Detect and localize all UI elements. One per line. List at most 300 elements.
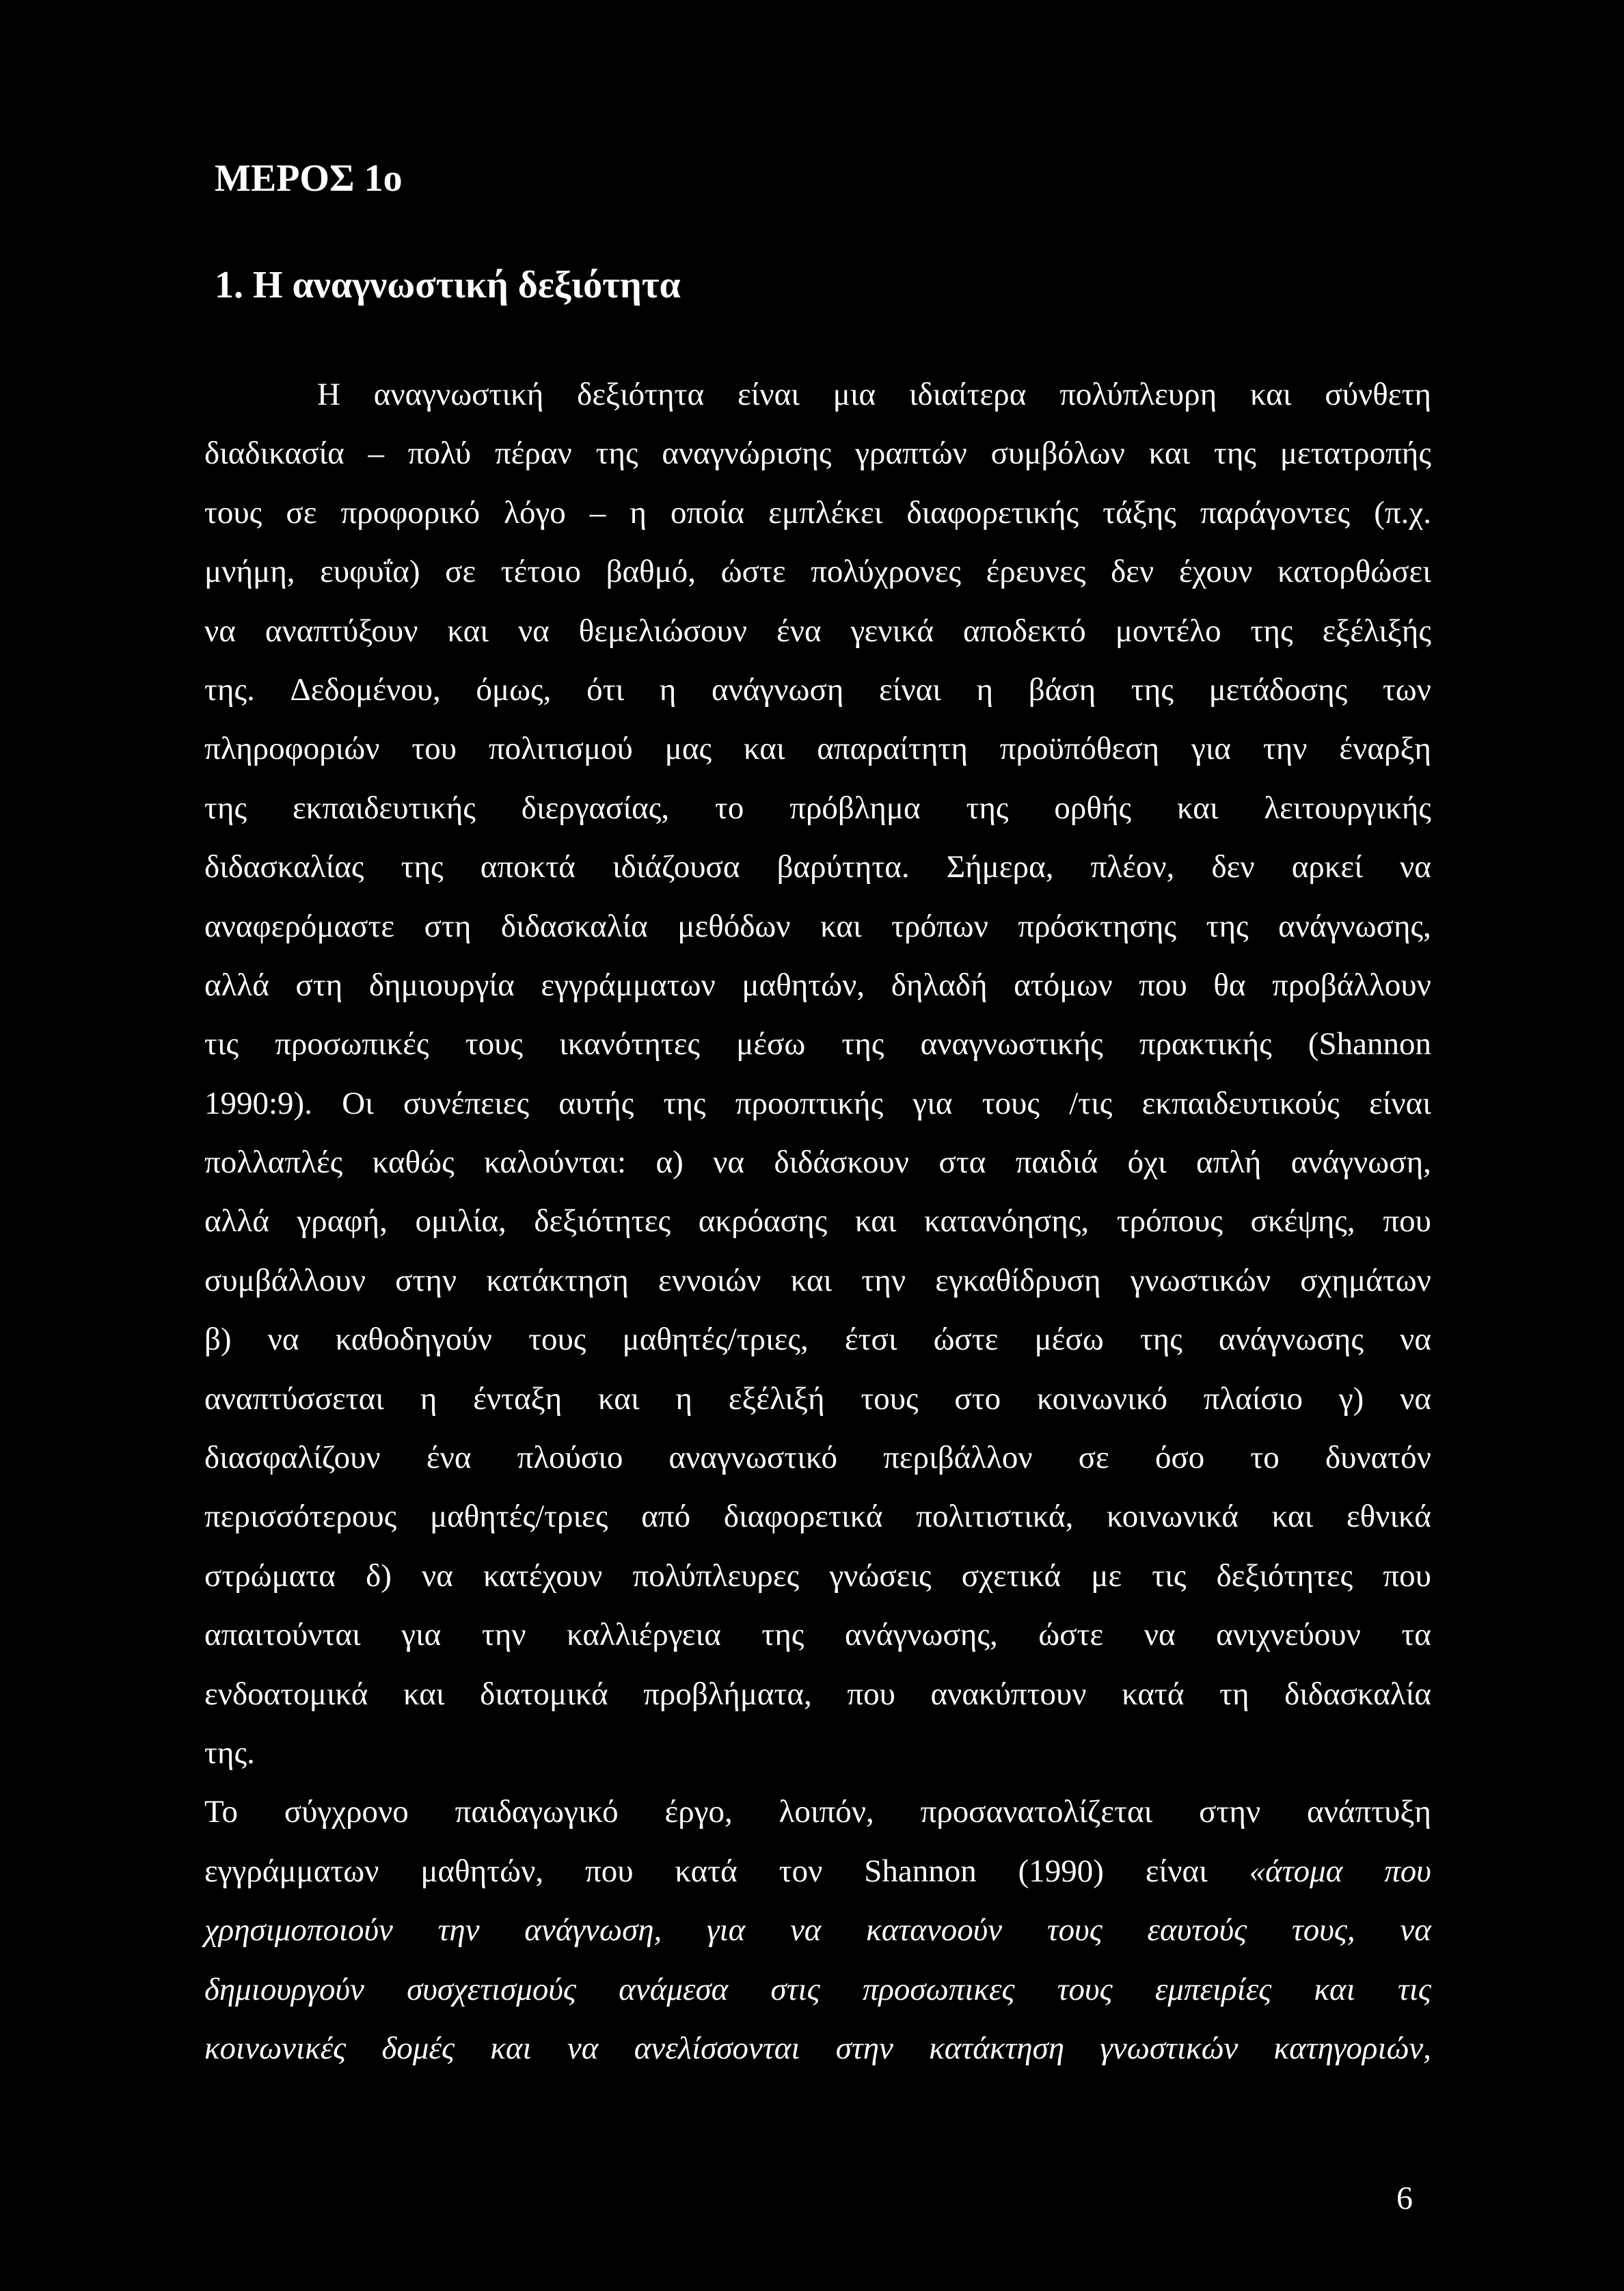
word: της xyxy=(1250,613,1293,649)
word: δημιουργούν xyxy=(204,1971,364,2007)
word: και xyxy=(597,1380,640,1417)
word: στρώματα xyxy=(204,1557,336,1594)
word: αναπτύξουν xyxy=(265,613,418,649)
word: το xyxy=(1250,1440,1280,1476)
word: 1990:9). xyxy=(204,1085,312,1121)
word: εκπαιδευτικής xyxy=(292,790,476,826)
word: τρόπων xyxy=(891,908,988,944)
word: της xyxy=(595,436,638,472)
word: η xyxy=(630,494,647,531)
word: γ) xyxy=(1338,1380,1364,1417)
word: σύνθετη xyxy=(1325,377,1431,412)
word: σε xyxy=(445,554,476,590)
word: κατορθώσει xyxy=(1277,554,1431,590)
word: παιδιά xyxy=(1015,1144,1098,1181)
word: σε xyxy=(286,494,317,531)
word: όσο xyxy=(1154,1440,1205,1476)
body-line xyxy=(204,1901,1431,1959)
word: παράγοντες xyxy=(1200,494,1351,531)
word: είναι xyxy=(1145,1853,1208,1889)
word: περιβάλλον xyxy=(883,1440,1033,1476)
word: έτσι xyxy=(844,1322,897,1358)
word: τους xyxy=(465,1026,523,1062)
word: τους xyxy=(528,1322,586,1358)
word: της. xyxy=(204,671,255,708)
word: διατομικά xyxy=(480,1676,608,1712)
word: περισσότερους xyxy=(204,1499,397,1535)
word: της xyxy=(401,849,444,885)
word: και xyxy=(790,1262,833,1298)
word: αρκεί xyxy=(1291,849,1363,885)
word: στην xyxy=(395,1262,457,1298)
word: στη xyxy=(295,967,343,1003)
word: καθώς xyxy=(372,1144,455,1181)
word: πλούσιο xyxy=(517,1440,623,1476)
word: (Shannon xyxy=(1308,1026,1431,1062)
word: να xyxy=(713,1144,745,1181)
word: έρευνες xyxy=(986,554,1086,590)
word: Shannon xyxy=(864,1853,977,1889)
word: είναι xyxy=(879,671,941,708)
word: δ) xyxy=(366,1557,392,1594)
word: την xyxy=(437,1912,480,1948)
word: εγγράμματων xyxy=(541,967,716,1003)
word: από xyxy=(641,1499,691,1535)
word: είναι xyxy=(1369,1085,1431,1121)
word: μαθητές/τριες xyxy=(429,1499,608,1535)
paragraph-1 xyxy=(204,365,1431,1782)
word: δομές xyxy=(381,2030,455,2066)
word: μετατροπής xyxy=(1280,436,1431,472)
word: διασφαλίζουν xyxy=(204,1440,381,1476)
word: ανάπτυξη xyxy=(1307,1794,1431,1830)
word: εκπαιδευτικούς xyxy=(1141,1085,1340,1121)
body-line xyxy=(204,779,1431,838)
word: ένταξη xyxy=(473,1380,563,1417)
word: για xyxy=(912,1085,953,1121)
word: μοντέλο xyxy=(1115,613,1221,649)
word: αλλά xyxy=(204,1203,269,1240)
word: καλλιέργεια xyxy=(567,1617,721,1653)
word: μέσω xyxy=(1034,1322,1104,1358)
word: χρησιμοποιούν xyxy=(204,1912,393,1948)
word: να xyxy=(517,613,550,649)
word: προφορικό xyxy=(340,494,481,531)
word: να xyxy=(267,1322,299,1358)
word: διαδικασία xyxy=(204,436,344,472)
body-line xyxy=(204,1665,1431,1724)
word: να xyxy=(1143,1617,1176,1653)
word: ενδοατομικά xyxy=(204,1676,368,1712)
word: κοινωνικές xyxy=(204,2030,347,2066)
body-line xyxy=(204,1546,1431,1605)
word: τους xyxy=(204,494,262,531)
word: γενικά xyxy=(850,613,934,649)
word: γραφή, xyxy=(297,1203,388,1240)
word: πέραν xyxy=(494,436,572,472)
word: τέτοιο xyxy=(500,554,581,590)
word: ανάμεσα xyxy=(619,1971,729,2007)
word: εννοιών xyxy=(658,1262,761,1298)
body-line xyxy=(204,1842,1431,1901)
word: για xyxy=(707,1912,746,1948)
word: πολύχρονες xyxy=(811,554,962,590)
word: η xyxy=(675,1380,692,1417)
word: παιδαγωγικό xyxy=(455,1794,619,1830)
word: της xyxy=(1139,1322,1182,1358)
word: γνωστικών xyxy=(1130,1262,1271,1298)
word: λόγο xyxy=(504,494,566,531)
word: όμως, xyxy=(476,671,552,708)
word: της xyxy=(1213,436,1257,472)
word: ευφυΐα) xyxy=(320,554,420,590)
word: διδασκαλία xyxy=(500,908,648,944)
body-line xyxy=(204,424,1431,483)
word: Σήμερα, xyxy=(946,849,1054,885)
word: και xyxy=(403,1676,445,1712)
word: πολύ xyxy=(407,436,472,472)
body-line xyxy=(204,660,1431,719)
word: απλή xyxy=(1196,1144,1262,1181)
word: πολύπλευρη xyxy=(1059,377,1217,412)
section-title: 1. Η αναγνωστική δεξιότητα xyxy=(215,264,681,306)
word: δυνατόν xyxy=(1325,1440,1431,1476)
word: την xyxy=(861,1262,906,1298)
word: γραπτών xyxy=(855,436,967,472)
word: ικανότητες xyxy=(559,1026,701,1062)
word: μαθητών, xyxy=(420,1853,544,1889)
word: εθνικά xyxy=(1346,1499,1431,1535)
body-line xyxy=(204,1015,1431,1073)
word: ανάγνωση, xyxy=(1290,1144,1431,1181)
word: εγκαθίδρυση xyxy=(935,1262,1101,1298)
word: πολλαπλές xyxy=(204,1144,343,1181)
word: προσωπικες xyxy=(862,1971,1015,2007)
word: γνωστικών xyxy=(1100,2030,1239,2066)
word: προβάλλουν xyxy=(1272,967,1431,1003)
word: εξέλιξή xyxy=(728,1380,825,1417)
word: πλαίσιο xyxy=(1203,1380,1303,1417)
body-line xyxy=(204,483,1431,542)
word: ακρόασης xyxy=(698,1203,828,1240)
word: στη xyxy=(424,908,472,944)
word: εγγράμματων xyxy=(204,1853,379,1889)
word: και xyxy=(743,731,785,767)
word: διδασκαλία xyxy=(1284,1676,1431,1712)
word: δεξιότητες xyxy=(1216,1557,1353,1594)
word: κοινωνικά xyxy=(1107,1499,1239,1535)
word: δεξιότητες xyxy=(534,1203,671,1240)
word: τη xyxy=(1219,1676,1249,1712)
word: την xyxy=(1262,731,1308,767)
word: τον xyxy=(779,1853,823,1889)
word: ανάγνωσης, xyxy=(845,1617,998,1653)
word: συμβάλλουν xyxy=(204,1262,366,1298)
word: ανάγνωση, xyxy=(524,1912,662,1948)
word: ανιχνεύουν xyxy=(1216,1617,1361,1653)
word: Το xyxy=(204,1794,238,1830)
word: είναι xyxy=(737,377,800,412)
body-line xyxy=(204,1782,1431,1841)
word: αναπτύσσεται xyxy=(204,1380,384,1417)
word: και xyxy=(490,2030,532,2066)
word: δεν xyxy=(1211,849,1255,885)
word: μνήμη, xyxy=(204,554,295,590)
word: και xyxy=(854,1203,897,1240)
word: στην xyxy=(835,2030,893,2066)
word: η xyxy=(976,671,994,708)
word: της xyxy=(966,790,1009,826)
word: τάξης xyxy=(1102,494,1176,531)
word: μαθητών, xyxy=(742,967,865,1003)
word: λοιπόν, xyxy=(779,1794,874,1830)
word: για xyxy=(1191,731,1231,767)
body-line xyxy=(204,1133,1431,1192)
word: απαραίτητη xyxy=(817,731,968,767)
word: κατανόησης, xyxy=(924,1203,1090,1240)
body-line xyxy=(204,1310,1431,1369)
word: της xyxy=(761,1617,804,1653)
word: δεν xyxy=(1111,554,1154,590)
word: που xyxy=(584,1853,634,1889)
word: τους xyxy=(861,1380,919,1417)
word: των xyxy=(1382,671,1431,708)
word: στο xyxy=(954,1380,1001,1417)
word: πλέον, xyxy=(1090,849,1175,885)
word: στις xyxy=(770,1971,820,2007)
body-line xyxy=(204,897,1431,956)
word: διαφορετικά xyxy=(723,1499,883,1535)
word: προσωπικές xyxy=(275,1026,429,1062)
word: να xyxy=(1400,1380,1431,1417)
word: Οι xyxy=(342,1085,374,1121)
word: τους xyxy=(982,1085,1040,1121)
word: ανάγνωσης xyxy=(1219,1322,1364,1358)
word: να xyxy=(567,2030,599,2066)
word: δημιουργία xyxy=(368,967,515,1003)
word: α) xyxy=(655,1144,684,1181)
word: πολιτισμού xyxy=(488,731,633,767)
word: να xyxy=(1400,849,1431,885)
word: πολιτιστικά, xyxy=(916,1499,1074,1535)
word: κατηγοριών, xyxy=(1273,2030,1431,2066)
word: οποία xyxy=(671,494,745,531)
word: κατά xyxy=(1122,1676,1185,1712)
word: ομιλία, xyxy=(415,1203,506,1240)
word: σε xyxy=(1078,1440,1109,1476)
word: μεθόδων xyxy=(677,908,791,944)
word: αναγνώρισης xyxy=(662,436,832,472)
word: πληροφοριών xyxy=(204,731,380,767)
body-line xyxy=(204,1192,1431,1250)
word: έργο, xyxy=(664,1794,733,1830)
word: αποκτά xyxy=(480,849,576,885)
word: και xyxy=(1271,1499,1314,1535)
body-line xyxy=(204,365,1431,424)
word: τους xyxy=(1046,1912,1102,1948)
word: (1990) xyxy=(1018,1853,1104,1889)
word: αναγνωστική xyxy=(373,377,544,412)
word: στην xyxy=(1199,1794,1261,1830)
word: εξέλιξής xyxy=(1322,613,1431,649)
word: ανάγνωση xyxy=(711,671,844,708)
body-line xyxy=(204,542,1431,601)
word: που xyxy=(847,1676,895,1712)
word: έναρξη xyxy=(1339,731,1431,767)
word: (π.χ. xyxy=(1374,494,1431,531)
word: διδάσκουν xyxy=(774,1144,910,1181)
word: κατανοούν xyxy=(866,1912,1003,1948)
word: την xyxy=(481,1617,526,1653)
word: στα xyxy=(938,1144,986,1181)
word: της xyxy=(841,1026,884,1062)
word: να xyxy=(789,1912,822,1948)
word: – xyxy=(368,436,384,472)
word: Η xyxy=(317,377,340,412)
word: δεξιότητα xyxy=(577,377,705,412)
word: να xyxy=(204,613,236,649)
word: ανελίσσονται xyxy=(634,2030,800,2066)
body-line xyxy=(204,1251,1431,1310)
word: ατόμων xyxy=(1014,967,1113,1003)
word: τα xyxy=(1401,1617,1431,1653)
word: με xyxy=(1091,1557,1122,1594)
word: το xyxy=(714,790,744,826)
word: έχουν xyxy=(1178,554,1253,590)
word: σχετικά xyxy=(961,1557,1061,1594)
word: εαυτούς xyxy=(1147,1912,1247,1948)
word: να xyxy=(1400,1912,1431,1948)
word: ότι xyxy=(586,671,625,708)
word: κατέχουν xyxy=(483,1557,603,1594)
word: προσανατολίζεται xyxy=(920,1794,1153,1830)
word: λειτουργικής xyxy=(1264,790,1431,826)
word: καλούνται: xyxy=(484,1144,627,1181)
word: κατάκτηση xyxy=(486,1262,629,1298)
word: για xyxy=(401,1617,442,1653)
body-line xyxy=(204,1428,1431,1487)
word: η xyxy=(420,1380,437,1417)
word: της. xyxy=(204,1734,255,1771)
word: προβλήματα, xyxy=(643,1676,812,1712)
word: γνώσεις xyxy=(829,1557,932,1594)
word: σκέψης, xyxy=(1250,1203,1355,1240)
word: /τις xyxy=(1069,1085,1113,1121)
word: ένα xyxy=(776,613,822,649)
word: ανάγνωσης, xyxy=(1278,908,1431,944)
word: βαθμό, xyxy=(606,554,696,590)
body-line xyxy=(204,1960,1431,2019)
word: ιδιαίτερα xyxy=(908,377,1027,412)
word: τους xyxy=(1057,1971,1113,2007)
word: πρόβλημα xyxy=(789,790,921,826)
body-line xyxy=(204,602,1431,660)
word: καθοδηγούν xyxy=(335,1322,493,1358)
word: και xyxy=(1314,1971,1355,2007)
word: αναγνωστικό xyxy=(668,1440,837,1476)
word: βάση xyxy=(1028,671,1096,708)
word: αναγνωστικής xyxy=(920,1026,1103,1062)
word: κατά xyxy=(675,1853,737,1889)
word: ιδιάζουσα xyxy=(612,849,740,885)
body-line xyxy=(204,838,1431,896)
word: προϋπόθεση xyxy=(999,731,1160,767)
word: που xyxy=(1384,1853,1431,1889)
word: και xyxy=(820,908,862,944)
word: συμβόλων xyxy=(990,436,1125,472)
word: Δεδομένου, xyxy=(290,671,441,708)
word: απαιτούνται xyxy=(204,1617,361,1653)
paragraph-2 xyxy=(204,1782,1431,2078)
word: της xyxy=(663,1085,706,1121)
word: βαρύτητα. xyxy=(776,849,910,885)
word: του xyxy=(411,731,457,767)
word: εμπειρίες xyxy=(1154,1971,1272,2007)
body-text xyxy=(204,365,1431,2078)
word: μέσω xyxy=(736,1026,806,1062)
word: πολύπλευρες xyxy=(632,1557,800,1594)
word: «άτομα xyxy=(1249,1853,1343,1889)
word: τις xyxy=(1397,1971,1431,2007)
body-line xyxy=(204,1487,1431,1546)
word: εμπλέκει xyxy=(768,494,883,531)
word: β) xyxy=(204,1322,232,1358)
word: που xyxy=(1383,1557,1431,1594)
word: τρόπους xyxy=(1116,1203,1223,1240)
word: μια xyxy=(833,377,876,412)
word: η xyxy=(659,671,677,708)
word: κατάκτηση xyxy=(929,2030,1065,2066)
word: ανακύπτουν xyxy=(930,1676,1087,1712)
word: αλλά xyxy=(204,967,269,1003)
word: της xyxy=(1206,908,1249,944)
word: σχημάτων xyxy=(1300,1262,1431,1298)
word: όχι xyxy=(1127,1144,1167,1181)
body-line xyxy=(204,719,1431,778)
word: μαθητές/τριες, xyxy=(622,1322,809,1358)
word: αποδεκτό xyxy=(962,613,1086,649)
body-line xyxy=(204,1369,1431,1428)
word: πρακτικής xyxy=(1139,1026,1272,1062)
word: σύγχρονο xyxy=(284,1794,409,1830)
word: της xyxy=(204,790,247,826)
word: ώστε xyxy=(1038,1617,1104,1653)
word: αυτής xyxy=(558,1085,634,1121)
word: δηλαδή xyxy=(891,967,988,1003)
word: διαφορετικής xyxy=(906,494,1079,531)
word: θα xyxy=(1213,967,1246,1003)
word: και xyxy=(1250,377,1292,412)
word: της xyxy=(1131,671,1174,708)
word: θεμελιώσουν xyxy=(578,613,748,649)
part-title: ΜΕΡΟΣ 1ο xyxy=(215,157,403,200)
word: που xyxy=(1139,967,1187,1003)
word: μετάδοσης xyxy=(1208,671,1348,708)
word: που xyxy=(1383,1203,1431,1240)
word: διδασκαλίας xyxy=(204,849,364,885)
word: προοπτικής xyxy=(735,1085,884,1121)
word: τις xyxy=(204,1026,239,1062)
word: ώστε xyxy=(933,1322,999,1358)
page-number: 6 xyxy=(1396,2180,1413,2216)
word: αναφερόμαστε xyxy=(204,908,395,944)
word: τις xyxy=(1152,1557,1187,1594)
word: και xyxy=(1148,436,1191,472)
word: να xyxy=(1400,1322,1431,1358)
body-line xyxy=(204,956,1431,1015)
word: συσχετισμούς xyxy=(407,1971,576,2007)
word: μας xyxy=(664,731,712,767)
